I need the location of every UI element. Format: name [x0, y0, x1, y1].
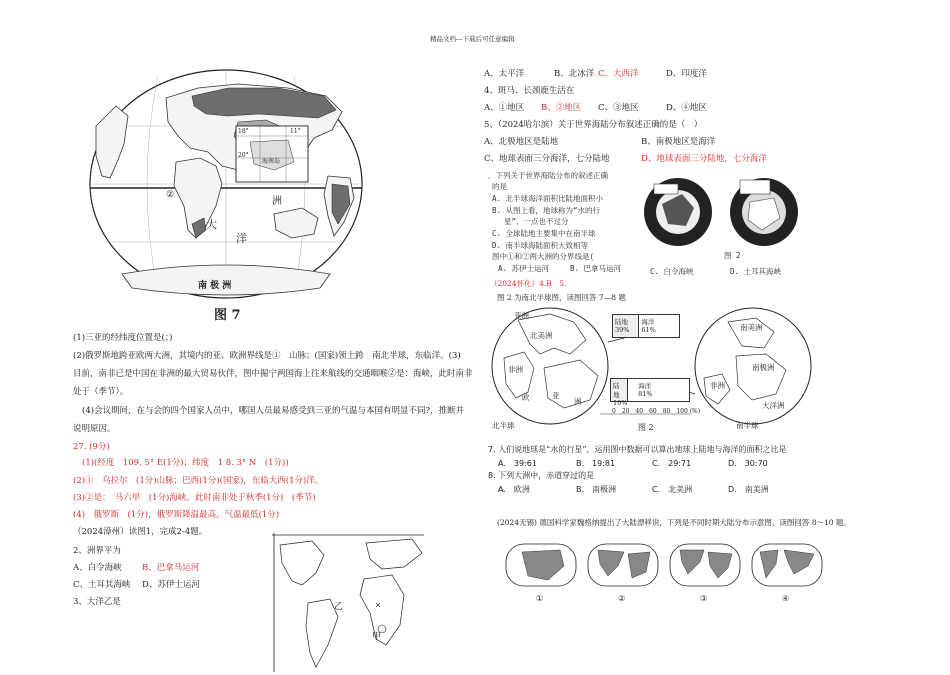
- question-2-line-3: 处于（季节）。: [73, 387, 129, 397]
- north-hemisphere-label: 北半球: [492, 421, 515, 430]
- question-2-line-2: 目前，南非已是中国在非洲的最大贸易伙伴，图中掘宁两国海上往来航线的交通咽喉②是：海峡，此时南非: [73, 369, 473, 379]
- figure-7-world-map: [88, 66, 364, 326]
- option-7a: A. 39:61: [498, 459, 537, 468]
- option-4d: D、④地区: [666, 103, 707, 113]
- question-4-line-1: (4)会议期间，在与会的四个国家人员中，哪国人员最易感受到三亚的气温与本国有明显不同?，推断并: [82, 406, 465, 416]
- drift-map-4-label: ④: [782, 594, 790, 603]
- answer-4: (4) 俄罗斯 (1分)，俄罗斯降温最高，气温最低(1分): [73, 510, 280, 520]
- box2-sea-pct: 81%: [638, 390, 653, 398]
- hw-line-7: D. 南半球海陆面积大致相等: [492, 241, 589, 250]
- option-5c: C、地球表面三分海洋，七分陆地: [484, 154, 610, 164]
- question-5-title: 5、（2024哈尔滨）关于世界海陆分布叙述正确的是（ ）: [484, 120, 703, 130]
- box2-land-label: 陆地: [613, 382, 620, 399]
- zhangzhou-intro: （2024漳州）读图1，完成2-4题。: [73, 527, 208, 537]
- n-hemi-ya: 亚: [552, 391, 560, 400]
- answer-2: (2)① 乌拉尔 (1分)山脉；巴西(1分)(国家)，东临大西(1分)洋。: [73, 476, 324, 486]
- inset-hainan-label: 海南岛: [262, 158, 281, 165]
- question-3-title: 3、大洋乙是: [73, 597, 121, 607]
- option-8c: C. 北美洲: [652, 485, 693, 494]
- s-hemi-africa: 非洲: [710, 381, 725, 390]
- wuxi-intro: (2024无锡) 德国科学家魏格纳提出了大陆漂移说，下列是不同时期大陆分布示意图，读图回答 8～10 题。: [497, 518, 851, 527]
- option-1b: B、北冰洋: [554, 69, 595, 79]
- option-4a: A、①地区: [484, 103, 525, 113]
- ocean-label-yang: 洋: [236, 232, 247, 245]
- drift-map-2-label: ②: [618, 594, 626, 603]
- south-hemisphere-label: 南半球: [736, 421, 759, 430]
- option-5b: B、南极地区是海洋: [641, 137, 716, 147]
- s-hemi-oceania: 大洋洲: [762, 401, 785, 410]
- option-4c: C、③地区: [598, 103, 639, 113]
- hw-option-a: A. 苏伊士运河: [498, 264, 550, 273]
- figure-2-hemispheres: [490, 304, 830, 438]
- answer-3: (3)②是： 马六甲 (1分)海峡。此时南非处于秋季(1分) (季节): [73, 493, 316, 503]
- option-7b: B. 19:81: [576, 459, 616, 468]
- box1-sea-pct: 61%: [641, 326, 656, 334]
- strait-number-2: ②: [166, 190, 175, 200]
- hw-line-2: 的是: [492, 182, 507, 191]
- option-1d: D、印度洋: [666, 69, 707, 79]
- option-2b: B、巴拿马运河: [142, 563, 200, 573]
- n-hemi-asia: 亚洲: [514, 311, 529, 320]
- fig1-label-yi: 乙: [334, 602, 344, 612]
- figure-2-caption: 图 2: [638, 423, 654, 432]
- answer-heading: 27. (9分): [73, 442, 110, 452]
- antarctica-label: 南 极 洲: [198, 281, 232, 291]
- hw-line-8: 图中①和②两大洲的分界线是(: [492, 252, 595, 261]
- drift-map-3-label: ③: [700, 594, 708, 603]
- fig1-label-jia: 甲: [372, 632, 382, 642]
- s-hemi-antarctica: 南极洲: [752, 363, 775, 372]
- box2-land-pct: 19%: [613, 399, 628, 407]
- hw-line-3: A. 北半球海洋面积比陆地面积小: [492, 194, 604, 203]
- polar-globes-figure: [642, 174, 818, 264]
- inset-lat-2: 20°: [238, 152, 249, 159]
- question-1-text: (1)三亚的经纬度位置是(；): [73, 333, 173, 343]
- option-8d: D. 南美洲: [728, 485, 769, 494]
- huaihua-answer: （2024怀化）4.B 5.: [490, 279, 567, 288]
- answer-1: (1)(经度 109. 5° E(1分)；纬度 1 8. 3° N (1分)): [82, 458, 289, 468]
- n-hemi-north-america: 北美洲: [530, 331, 553, 340]
- box1-land-pct: 39%: [615, 326, 630, 334]
- option-5a: A、北极地区是陆地: [484, 137, 559, 147]
- option-4b: B、②地区: [541, 103, 582, 113]
- option-5d: D、地球表面三分陆地，七分海洋: [641, 154, 767, 164]
- question-4-line-2: 说明原因。: [73, 424, 116, 434]
- option-8a: A. 欧洲: [498, 485, 530, 494]
- option-2c: C、土耳其海峡: [73, 580, 131, 590]
- hw-option-c: C. 白令海峡: [650, 267, 694, 276]
- hw-line-4: B. 从图上看，地球称为“水的行: [492, 206, 601, 215]
- n-hemi-europe: 欧: [522, 393, 530, 402]
- option-2d: D、苏伊士运河: [142, 580, 200, 590]
- box1-land-label: 陆地: [615, 318, 628, 326]
- hw-option-b: B. 巴拿马运河: [570, 264, 622, 273]
- question-2-title: 2、洲界平为: [73, 546, 121, 556]
- option-7c: C. 29:71: [652, 459, 692, 468]
- n-hemi-africa: 非洲: [508, 365, 523, 374]
- percent-axis-ticks: 0 20 40 60 80 100 (%): [612, 408, 701, 415]
- hw-figure-caption: 图 2: [724, 251, 741, 260]
- n-hemi-zhou: 洲: [574, 397, 582, 406]
- continental-drift-figure: [504, 540, 824, 610]
- continent-label-zhou: 洲: [272, 196, 282, 207]
- box1-sea-label: 海洋: [641, 318, 655, 326]
- figure-7-caption: 图 7: [214, 308, 241, 323]
- question-2-line-1: (2)俄罗斯地跨亚欧两大洲，其境内的亚、欧洲界线是① 山脉；(国家)领土跨 南北半球，东临洋。(3): [73, 351, 461, 361]
- option-7d: D. 30:70: [728, 459, 768, 468]
- option-1c: C、大西洋: [598, 69, 639, 79]
- hw-option-d: D. 土耳其海峡: [730, 267, 782, 276]
- option-8b: B. 南极洲: [576, 485, 617, 494]
- s-hemi-south-america: 南美洲: [740, 323, 763, 332]
- drift-map-1-label: ①: [536, 594, 544, 603]
- south-land-sea-box: [610, 378, 690, 407]
- figure-1-map: [272, 533, 424, 672]
- hw-line-6: C. 全球陆地主要集中在南半球: [492, 229, 596, 238]
- option-2a: A、白令海峡: [73, 563, 122, 573]
- question-4-title: 4、斑马、长颈鹿生活在: [484, 86, 575, 96]
- figure-2-intro: 图 2 为南北半球图，读图回答 7—8 题: [497, 293, 626, 302]
- north-land-sea-box: [612, 314, 680, 338]
- inset-lat-1: 18°: [238, 128, 249, 135]
- inset-lon-3: 11°: [290, 128, 301, 135]
- question-8-text: 8. 下列大洲中，赤道穿过的是: [488, 471, 595, 480]
- option-1a: A、太平洋: [484, 69, 525, 79]
- box2-sea-label: 海洋: [638, 382, 652, 390]
- question-7-text: 7. 人们说地球是“水的行星”，运用图中数据可以算出地球上陆地与海洋的面积之比是: [488, 445, 787, 454]
- ocean-label-da: 大: [206, 218, 217, 231]
- hw-line-5: 星”、一点也不过分: [504, 217, 569, 226]
- hw-line-1: ．下列关于世界海陆分布的叙述正确: [488, 171, 608, 180]
- page-header: 精品文档---下载后可任意编辑: [430, 35, 515, 43]
